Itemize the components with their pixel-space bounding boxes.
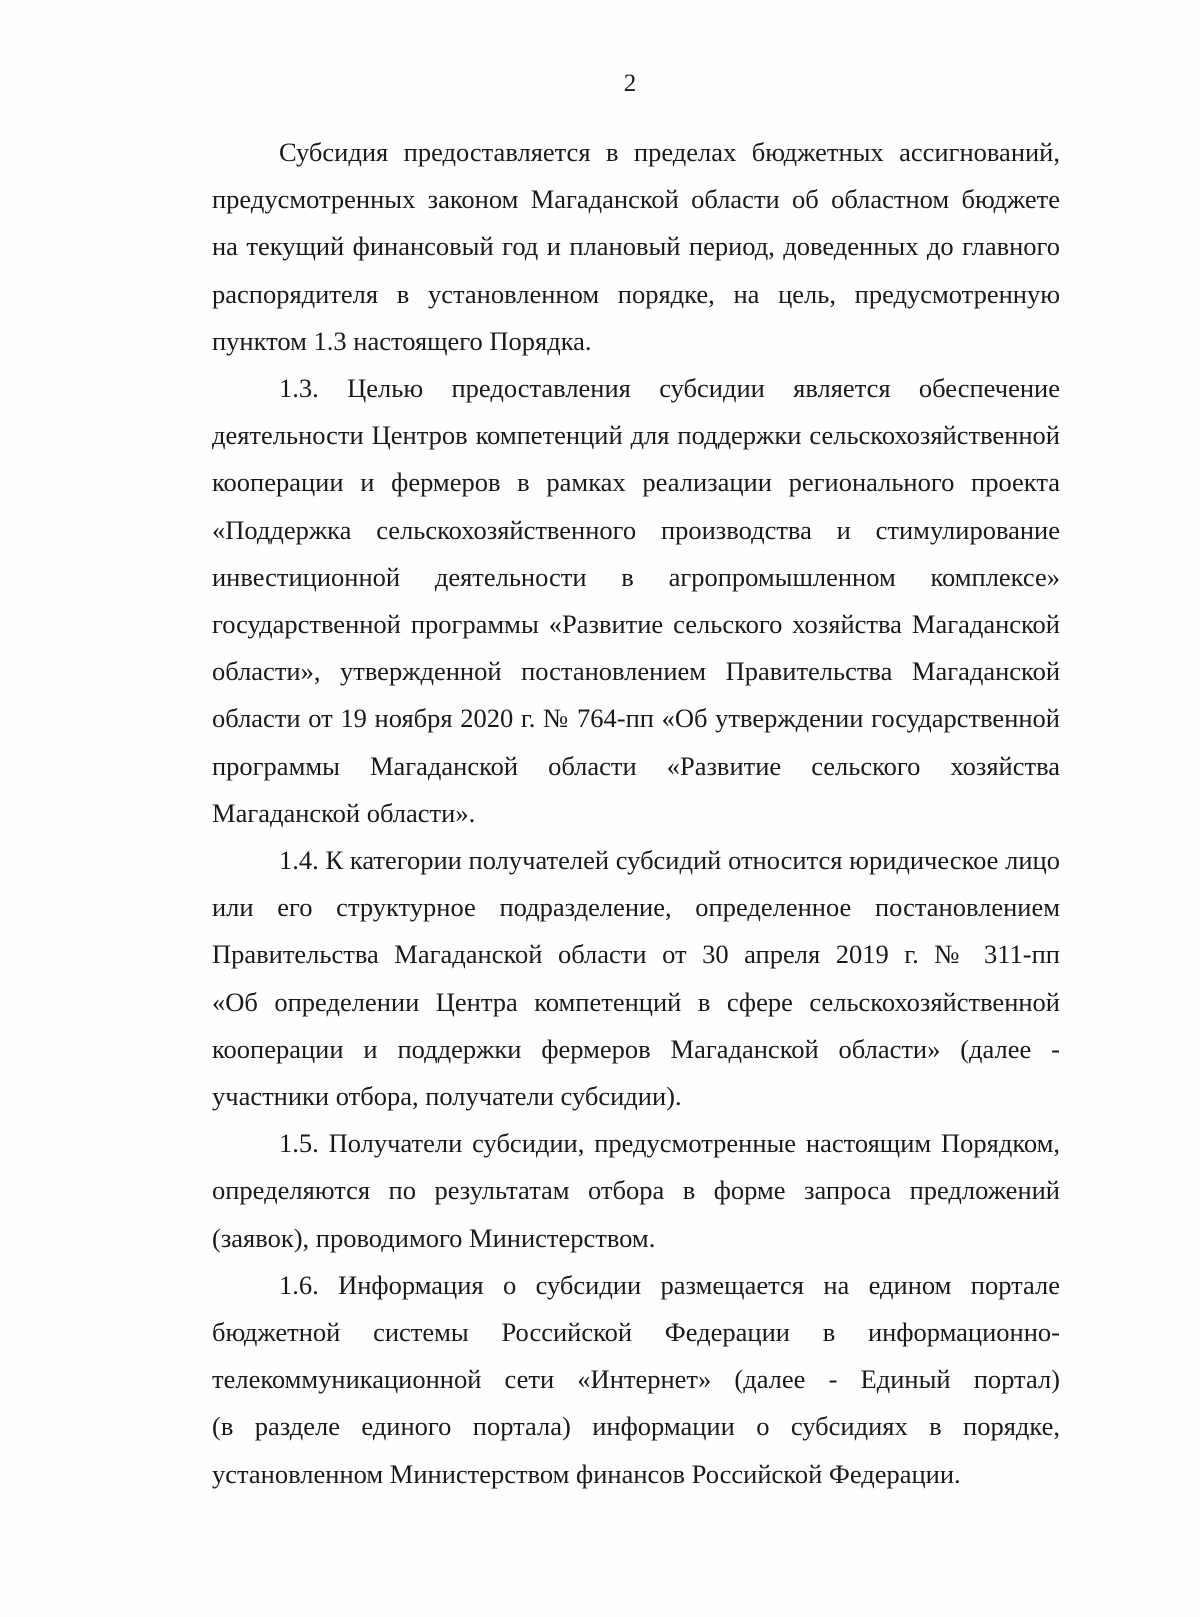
text-line: Магаданской области». (212, 797, 476, 828)
text-line: области от 19 ноября 2020 г. № 764-пп «Об утверждении государственной (212, 703, 1060, 734)
text-line: кооперации и фермеров в рамках реализации регионального проекта (212, 467, 1060, 498)
paragraph-1-6 (212, 1262, 1060, 1498)
text-line: или его структурное подразделение, определенное постановлением (212, 892, 1060, 923)
text-line: кооперации и поддержки фермеров Магаданской области» (далее - (212, 1033, 1060, 1064)
text-line: определяются по результатам отбора в форме запроса предложений (212, 1175, 1060, 1206)
text-line: (заявок), проводимого Министерством. (212, 1222, 656, 1253)
text-line: области», утвержденной постановлением Правительства Магаданской (212, 656, 1060, 687)
paragraph-1-3 (212, 365, 1060, 837)
text-line: Правительства Магаданской области от 30 апреля 2019 г. № 311-пп (212, 939, 1060, 970)
text-line: 1.3. Целью предоставления субсидии является обеспечение (279, 373, 1060, 404)
text-line: 1.5. Получатели субсидии, предусмотренные настоящим Порядком, (279, 1128, 1060, 1159)
text-line: «Поддержка сельскохозяйственного производства и стимулирование (212, 514, 1060, 545)
text-line: 1.6. Информация о субсидии размещается на едином портале (279, 1269, 1060, 1300)
document-body (212, 129, 1060, 1498)
text-line: установленном Министерством финансов Российской Федерации. (212, 1458, 961, 1489)
text-line: на текущий финансовый год и плановый период, доведенных до главного (212, 231, 1060, 262)
text-line: распорядителя в установленном порядке, на цель, предусмотренную (212, 278, 1060, 309)
text-line: бюджетной системы Российской Федерации в информационно- (212, 1317, 1060, 1348)
text-line: государственной программы «Развитие сельского хозяйства Магаданской (212, 609, 1060, 640)
text-line: предусмотренных законом Магаданской области об областном бюджете (212, 184, 1060, 215)
text-line: Субсидия предоставляется в пределах бюджетных ассигнований, (279, 137, 1060, 167)
text-line: деятельности Центров компетенций для поддержки сельскохозяйственной (212, 420, 1060, 451)
text-line: инвестиционной деятельности в агропромышленном комплексе» (212, 561, 1060, 592)
paragraph-intro (212, 129, 1060, 365)
paragraph-1-5 (212, 1120, 1060, 1262)
text-line: телекоммуникационной сети «Интернет» (далее - Единый портал) (212, 1364, 1060, 1395)
text-line: (в разделе единого портала) информации о субсидиях в порядке, (212, 1411, 1060, 1442)
paragraph-1-4 (212, 837, 1060, 1120)
text-line: 1.4. К категории получателей субсидий относится юридическое лицо (279, 845, 1060, 876)
text-line: «Об определении Центра компетенций в сфере сельскохозяйственной (212, 986, 1060, 1017)
text-line: участники отбора, получатели субсидии). (212, 1081, 682, 1112)
page-number: 2 (623, 70, 637, 97)
text-line: программы Магаданской области «Развитие сельского хозяйства (212, 750, 1060, 781)
text-line: пунктом 1.3 настоящего Порядка. (212, 325, 592, 356)
